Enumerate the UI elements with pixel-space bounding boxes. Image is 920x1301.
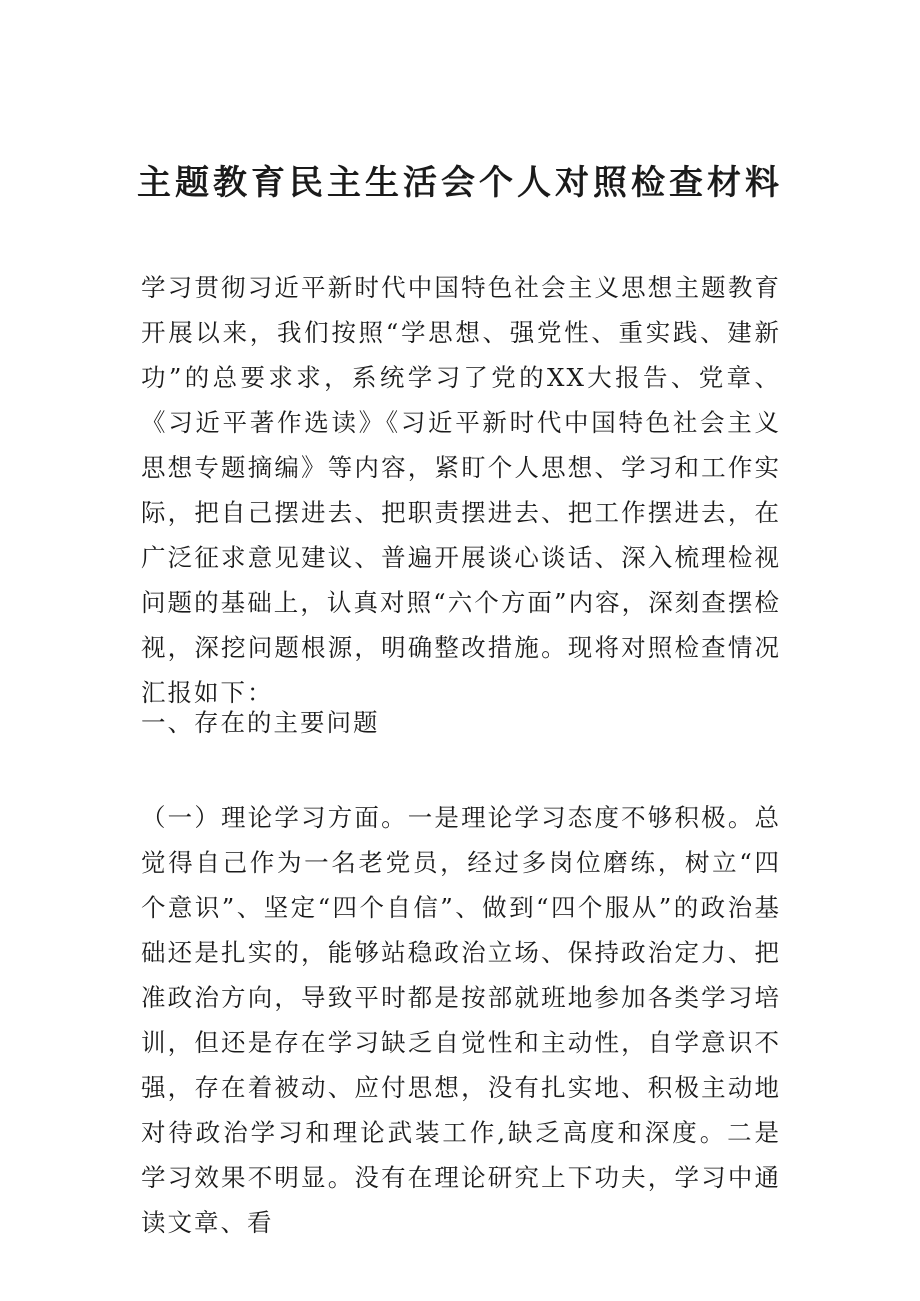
section-heading: 一、存在的主要问题 [141,708,380,737]
document-title: 主题教育民主生活会个人对照检查材料 [137,162,783,203]
section-paragraph: （一）理论学习方面。一是理论学习态度不够积极。总觉得自己作为一名老党员，经过多岗位磨练，树立“四个意识”、坚定“四个自信”、做到“四个服从”的政治基础还是扎实的，能够站稳政治立场、保持政治定力、把准政治方向，导致平时都是按部就班地参加各类学习培训，但还是存在学习缺乏自觉性和主动性，自学意识不强，存在着被动、应付思想，没有扎实地、积极主动地对待政治学习和理论武装工作,缺乏高度和深度。二是学习效果不明显。没有在理论研究上下功夫，学习中通读文章、看 [141,803,781,1237]
intro-paragraph: 学习贯彻习近平新时代中国特色社会主义思想主题教育开展以来，我们按照“学思想、强党性、重实践、建新功”的总要求求，系统学习了党的XX大报告、党章、《习近平著作选读》《习近平新时代中国特色社会主义思想专题摘编》等内容，紧盯个人思想、学习和工作实际，把自己摆进去、把职责摆进去、把工作摆进去，在广泛征求意见建议、普遍开展谈心谈话、深入梳理检视问题的基础上，认真对照“六个方面”内容，深刻查摆检视，深挖问题根源，明确整改措施。现将对照检查情况汇报如下： [141,273,781,707]
